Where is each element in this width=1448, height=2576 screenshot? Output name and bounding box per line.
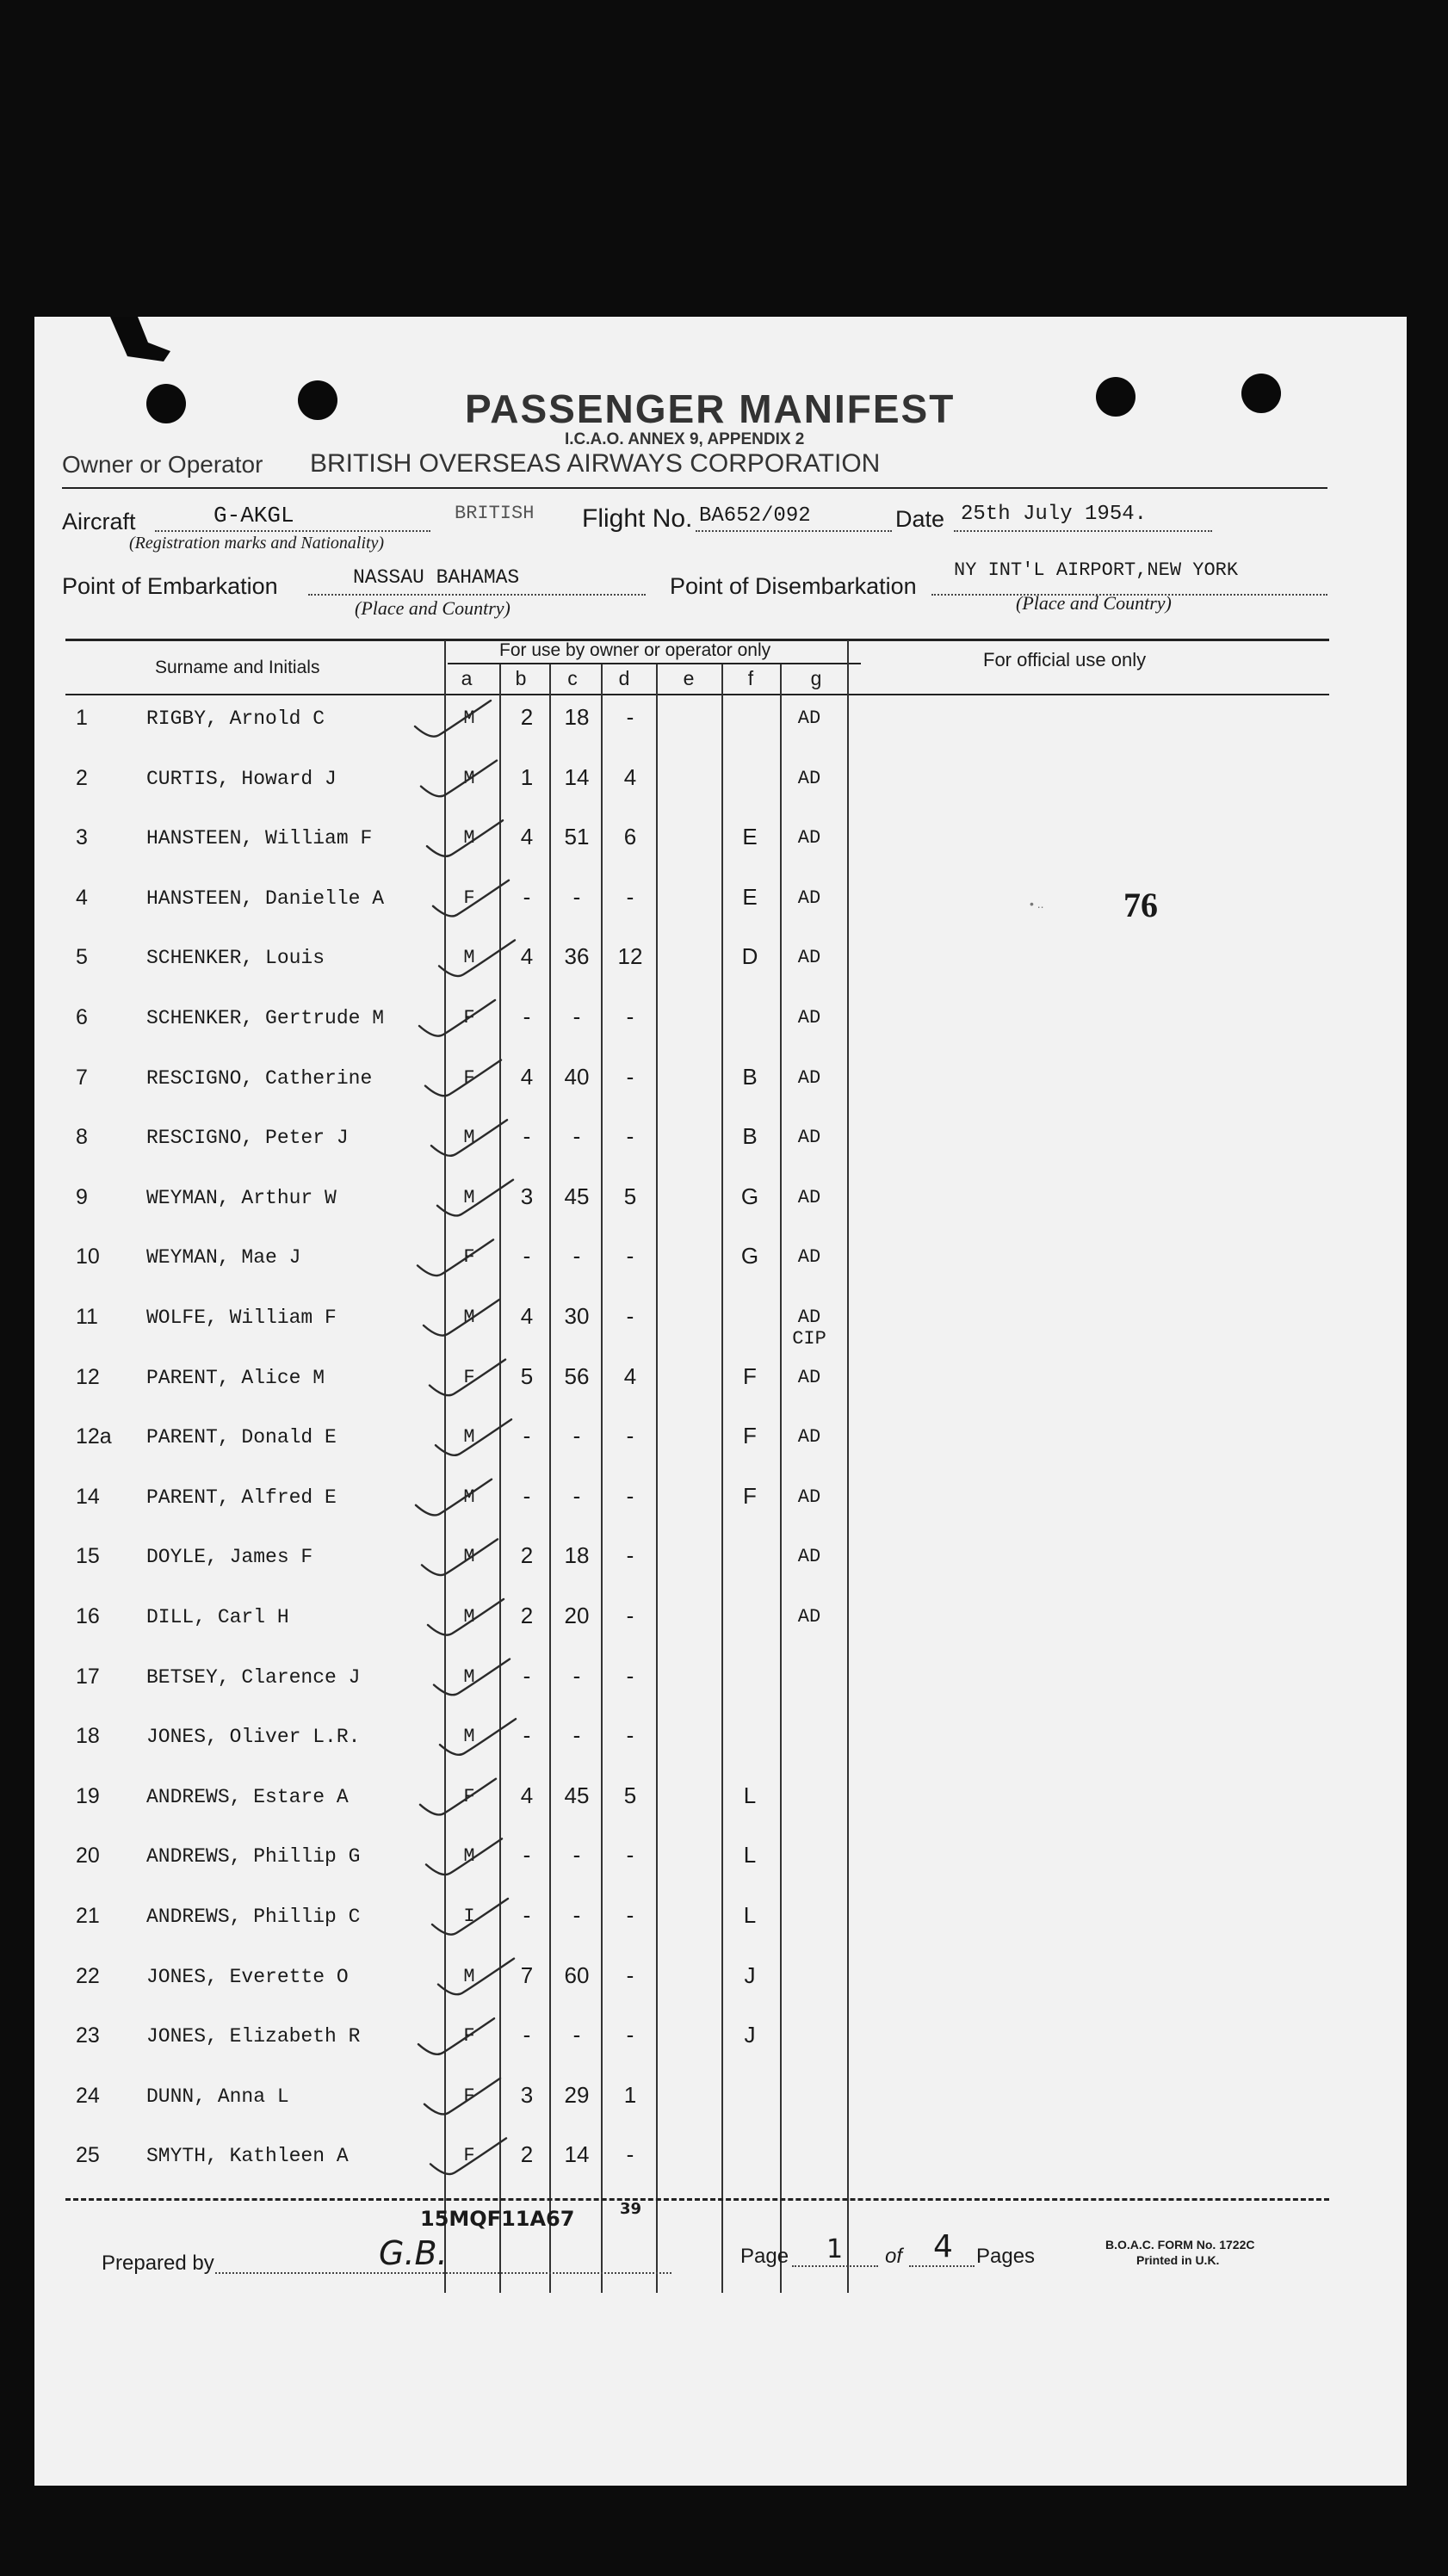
cell-f: F bbox=[743, 1362, 757, 1389]
row-number: 14 bbox=[76, 1484, 100, 1509]
manifest-page bbox=[34, 317, 1407, 2486]
cell-d: - bbox=[626, 1902, 634, 1928]
cell-f: G bbox=[740, 1183, 759, 1209]
cell-f: F bbox=[743, 1423, 757, 1449]
form-number: B.O.A.C. FORM No. 1722C bbox=[1105, 2238, 1255, 2252]
cell-d: - bbox=[626, 1662, 634, 1689]
cell-d: - bbox=[626, 1423, 634, 1449]
official-use-header: For official use only bbox=[983, 649, 1147, 670]
pages-label: Pages bbox=[976, 2245, 1036, 2268]
cell-d: 1 bbox=[623, 2081, 637, 2108]
cell-d: - bbox=[626, 2022, 634, 2048]
row-number: 12 bbox=[76, 1364, 100, 1389]
cell-a: F bbox=[463, 1785, 475, 1807]
check-mark bbox=[433, 880, 509, 917]
column-a-header: a bbox=[461, 667, 473, 689]
cell-c: - bbox=[572, 1004, 581, 1029]
manifest-title: PASSENGER MANIFEST bbox=[465, 386, 956, 431]
cell-a: F bbox=[463, 1066, 475, 1089]
check-mark bbox=[431, 1120, 507, 1156]
cell-a: M bbox=[463, 1665, 475, 1688]
row-number: 6 bbox=[76, 1005, 88, 1029]
row-number: 21 bbox=[76, 1904, 100, 1928]
cell-b: 2 bbox=[520, 1603, 534, 1628]
check-mark bbox=[437, 1180, 513, 1216]
name-column-header: Surname and Initials bbox=[155, 658, 320, 677]
cell-f: G bbox=[740, 1243, 759, 1269]
cell-a: M bbox=[463, 1426, 475, 1449]
disembark-caption: (Place and Country) bbox=[1016, 592, 1172, 614]
aircraft-value: G-AKGL bbox=[213, 503, 294, 528]
row-number: 3 bbox=[76, 825, 88, 850]
page-label: Page bbox=[740, 2245, 789, 2268]
of-label: of bbox=[885, 2245, 903, 2268]
cell-b: 2 bbox=[520, 2141, 534, 2168]
passenger-name: JONES, Oliver L.R. bbox=[146, 1726, 361, 1749]
cell-b: - bbox=[523, 1722, 531, 1749]
check-mark bbox=[428, 1599, 504, 1635]
cell-c: - bbox=[572, 1243, 581, 1269]
cell-a: M bbox=[463, 947, 475, 969]
cell-a: F bbox=[463, 1366, 475, 1388]
embark-caption: (Place and Country) bbox=[355, 597, 511, 619]
check-mark bbox=[415, 701, 491, 737]
page-dotline bbox=[792, 2265, 878, 2267]
passenger-name: PARENT, Alfred E bbox=[146, 1486, 337, 1509]
cell-f: L bbox=[743, 1842, 757, 1869]
cell-g: AD bbox=[797, 707, 821, 729]
row-number: 12a bbox=[76, 1424, 112, 1449]
cell-c: 60 bbox=[564, 1961, 590, 1988]
cell-f: E bbox=[742, 883, 758, 910]
cell-b: - bbox=[523, 1123, 531, 1150]
cell-g: AD bbox=[797, 1486, 821, 1508]
total-pages: 4 bbox=[933, 2229, 953, 2264]
printed-in: Printed in U.K. bbox=[1136, 2253, 1220, 2267]
cell-g: AD bbox=[797, 767, 821, 789]
cell-a: F bbox=[463, 2145, 475, 2167]
cell-a: F bbox=[463, 886, 475, 909]
cell-a: F bbox=[463, 2025, 475, 2048]
cell-g: AD bbox=[797, 1366, 821, 1388]
cell-g: AD bbox=[797, 947, 821, 969]
cell-a: M bbox=[463, 767, 475, 789]
column-e-header: e bbox=[683, 667, 695, 689]
cell-b: 4 bbox=[520, 824, 534, 850]
cell-d: - bbox=[626, 1063, 634, 1090]
cell-b: 3 bbox=[520, 1183, 534, 1209]
cell-g: AD bbox=[797, 1546, 821, 1568]
check-mark bbox=[419, 1000, 495, 1036]
row-number: 25 bbox=[76, 2143, 100, 2168]
passenger-name: JONES, Elizabeth R bbox=[146, 2025, 361, 2048]
cell-b: - bbox=[523, 1423, 531, 1449]
row-number: 7 bbox=[76, 1065, 88, 1090]
cell-g: AD CIP bbox=[792, 1307, 826, 1350]
aircraft-label: Aircraft bbox=[62, 509, 136, 534]
passenger-name: DUNN, Anna L bbox=[146, 2085, 289, 2108]
passenger-name: BETSEY, Clarence J bbox=[146, 1665, 361, 1689]
passenger-name: SMYTH, Kathleen A bbox=[146, 2145, 349, 2168]
flight-label: Flight No. bbox=[582, 504, 693, 533]
cell-d: - bbox=[626, 1004, 634, 1029]
cell-b: 4 bbox=[520, 1303, 534, 1329]
aircraft-caption: (Registration marks and Nationality) bbox=[129, 534, 385, 553]
cell-a: F bbox=[463, 1007, 475, 1029]
cell-g: AD bbox=[797, 1066, 821, 1089]
check-mark bbox=[416, 1480, 492, 1516]
cell-a: M bbox=[463, 827, 475, 849]
date-value: 25th July 1954. bbox=[961, 503, 1148, 526]
row-number: 4 bbox=[76, 885, 88, 910]
cell-b: 4 bbox=[520, 1782, 534, 1808]
cell-c: 40 bbox=[564, 1063, 590, 1090]
cell-d: 12 bbox=[617, 943, 643, 970]
cell-g: AD bbox=[797, 827, 821, 849]
cell-g: AD bbox=[797, 1007, 821, 1029]
cell-d: - bbox=[626, 1722, 634, 1749]
cell-a: F bbox=[463, 1246, 475, 1269]
cell-f: J bbox=[744, 1961, 756, 1988]
cell-b: - bbox=[523, 2022, 531, 2048]
cell-a: M bbox=[463, 1486, 475, 1508]
passenger-name: ANDREWS, Estare A bbox=[146, 1785, 349, 1808]
owner-value: BRITISH OVERSEAS AIRWAYS CORPORATION bbox=[310, 449, 881, 478]
check-mark bbox=[422, 1539, 498, 1575]
passenger-name: RESCIGNO, Catherine bbox=[146, 1066, 373, 1090]
passenger-name: DILL, Carl H bbox=[146, 1606, 289, 1628]
column-d-header: d bbox=[618, 667, 630, 689]
passenger-name: HANSTEEN, William F bbox=[146, 827, 373, 850]
check-marks bbox=[34, 317, 1407, 2486]
check-mark bbox=[440, 1719, 516, 1755]
cell-c: 14 bbox=[564, 763, 590, 790]
check-mark bbox=[439, 940, 515, 976]
cell-d: - bbox=[626, 1123, 634, 1150]
cell-g: AD bbox=[797, 886, 821, 909]
row-number: 11 bbox=[76, 1305, 98, 1329]
check-mark bbox=[421, 761, 497, 797]
check-mark bbox=[418, 1239, 493, 1276]
cell-c: - bbox=[572, 1423, 581, 1449]
cell-c: - bbox=[572, 883, 581, 910]
cell-b: 7 bbox=[520, 1961, 534, 1988]
row-number: 18 bbox=[76, 1724, 100, 1749]
cell-c: - bbox=[572, 1902, 581, 1928]
cell-g: AD bbox=[797, 1127, 821, 1149]
flight-value: BA652/092 bbox=[699, 504, 811, 528]
official-mark-dots: • .. bbox=[1030, 897, 1044, 911]
prepared-by-label: Prepared by bbox=[102, 2252, 214, 2275]
cell-a: M bbox=[463, 1965, 475, 1987]
handwritten-code: 15MQF11A67 bbox=[420, 2207, 575, 2231]
page-number: 1 bbox=[826, 2234, 844, 2264]
date-label: Date bbox=[895, 506, 945, 532]
passenger-name: CURTIS, Howard J bbox=[146, 767, 337, 790]
table-bottom-rule bbox=[65, 2198, 1329, 2201]
row-number: 24 bbox=[76, 2083, 100, 2108]
passenger-name: JONES, Everette O bbox=[146, 1965, 349, 1988]
cell-g: AD bbox=[797, 1186, 821, 1208]
cell-c: - bbox=[572, 1722, 581, 1749]
cell-g: AD bbox=[797, 1246, 821, 1269]
passenger-name: DOYLE, James F bbox=[146, 1546, 313, 1569]
cell-c: - bbox=[572, 1482, 581, 1509]
cell-c: 20 bbox=[564, 1603, 590, 1628]
cell-f: B bbox=[742, 1123, 758, 1150]
passenger-name: WEYMAN, Mae J bbox=[146, 1246, 301, 1269]
disembark-label: Point of Disembarkation bbox=[670, 573, 917, 599]
passenger-name: ANDREWS, Phillip C bbox=[146, 1906, 361, 1928]
cell-b: 5 bbox=[520, 1362, 534, 1389]
cell-b: - bbox=[523, 1902, 531, 1928]
check-mark bbox=[424, 2079, 500, 2115]
row-number: 23 bbox=[76, 2023, 100, 2048]
check-mark bbox=[424, 1300, 499, 1336]
of-dotline bbox=[909, 2265, 975, 2267]
cell-f: L bbox=[743, 1782, 757, 1808]
cell-c: 14 bbox=[564, 2141, 590, 2168]
cell-c: 45 bbox=[564, 1782, 590, 1808]
cell-f: F bbox=[743, 1482, 757, 1509]
check-mark bbox=[427, 820, 503, 856]
cell-f: J bbox=[744, 2022, 756, 2048]
passenger-name: WEYMAN, Arthur W bbox=[146, 1186, 337, 1209]
cell-d: - bbox=[626, 1243, 634, 1269]
cell-f: L bbox=[743, 1902, 757, 1928]
row-number: 15 bbox=[76, 1544, 100, 1569]
manifest-subtitle: I.C.A.O. ANNEX 9, APPENDIX 2 bbox=[565, 430, 805, 448]
cell-d: - bbox=[626, 883, 634, 910]
check-mark bbox=[434, 1659, 510, 1696]
nationality-value: BRITISH bbox=[455, 503, 535, 524]
passenger-name: PARENT, Donald E bbox=[146, 1426, 337, 1449]
cell-c: 56 bbox=[564, 1362, 590, 1389]
cell-a: M bbox=[463, 1186, 475, 1208]
column-g-header: g bbox=[810, 667, 822, 689]
cell-b: - bbox=[523, 883, 531, 910]
official-note: 76 bbox=[1123, 886, 1158, 924]
cell-d: 4 bbox=[623, 763, 637, 790]
cell-a: M bbox=[463, 1546, 475, 1568]
cell-b: 4 bbox=[520, 943, 534, 970]
cell-b: - bbox=[523, 1004, 531, 1029]
passenger-name: SCHENKER, Louis bbox=[146, 947, 325, 970]
passenger-name: RIGBY, Arnold C bbox=[146, 707, 325, 730]
row-number: 17 bbox=[76, 1664, 100, 1689]
column-f-header: f bbox=[747, 667, 754, 689]
cell-b: - bbox=[523, 1662, 531, 1689]
cell-b: 1 bbox=[520, 763, 534, 790]
column-b-header: b bbox=[515, 667, 527, 689]
cell-g: AD bbox=[797, 1606, 821, 1628]
cell-b: - bbox=[523, 1482, 531, 1509]
check-mark bbox=[430, 1360, 505, 1396]
cell-c: 30 bbox=[564, 1303, 590, 1329]
embark-label: Point of Embarkation bbox=[62, 573, 278, 599]
cell-a: M bbox=[463, 1127, 475, 1149]
check-mark bbox=[430, 2138, 506, 2174]
cell-a: F bbox=[463, 2085, 475, 2107]
check-mark bbox=[420, 1779, 496, 1815]
cell-d: 6 bbox=[623, 824, 637, 850]
cell-d: 4 bbox=[623, 1362, 637, 1389]
cell-c: 18 bbox=[564, 704, 590, 730]
embark-value: NASSAU BAHAMAS bbox=[353, 566, 520, 589]
handwritten-number: 39 bbox=[620, 2200, 642, 2218]
cell-d: 5 bbox=[623, 1183, 637, 1209]
cell-d: - bbox=[626, 1482, 634, 1509]
row-number: 9 bbox=[76, 1184, 88, 1209]
check-mark bbox=[418, 2018, 494, 2054]
prepared-by-signature: G.B. bbox=[379, 2234, 448, 2272]
row-number: 19 bbox=[76, 1783, 100, 1808]
check-mark bbox=[432, 1899, 508, 1935]
row-number: 5 bbox=[76, 945, 88, 970]
cell-d: - bbox=[626, 1603, 634, 1628]
operator-group-header: For use by owner or operator only bbox=[499, 640, 771, 660]
prepared-by-dotline bbox=[215, 2272, 671, 2274]
cell-b: - bbox=[523, 1842, 531, 1869]
passenger-name: HANSTEEN, Danielle A bbox=[146, 886, 385, 910]
row-number: 10 bbox=[76, 1245, 100, 1269]
row-number: 22 bbox=[76, 1963, 100, 1988]
cell-d: - bbox=[626, 2141, 634, 2168]
cell-g: AD bbox=[797, 1426, 821, 1449]
cell-a: M bbox=[463, 707, 475, 729]
cell-d: - bbox=[626, 1303, 634, 1329]
row-number: 8 bbox=[76, 1125, 88, 1150]
cell-c: 36 bbox=[564, 943, 590, 970]
cell-a: M bbox=[463, 1307, 475, 1328]
cell-d: - bbox=[626, 1961, 634, 1988]
column-c-header: c bbox=[567, 667, 578, 689]
cell-a: M bbox=[463, 1845, 475, 1868]
check-mark bbox=[426, 1838, 502, 1875]
check-mark bbox=[425, 1060, 501, 1096]
cell-d: - bbox=[626, 704, 634, 730]
check-mark bbox=[438, 1959, 514, 1995]
row-number: 20 bbox=[76, 1844, 100, 1869]
cell-c: - bbox=[572, 1662, 581, 1689]
cell-c: - bbox=[572, 2022, 581, 2048]
cell-c: 45 bbox=[564, 1183, 590, 1209]
passenger-name: RESCIGNO, Peter J bbox=[146, 1127, 349, 1150]
passenger-name: WOLFE, William F bbox=[146, 1307, 337, 1329]
owner-label: Owner or Operator bbox=[62, 451, 263, 478]
row-number: 2 bbox=[76, 765, 88, 790]
cell-d: - bbox=[626, 1542, 634, 1569]
cell-f: B bbox=[742, 1063, 758, 1090]
passenger-name: PARENT, Alice M bbox=[146, 1366, 325, 1389]
cell-f: D bbox=[741, 943, 758, 970]
cell-b: 3 bbox=[520, 2081, 534, 2108]
cell-b: 2 bbox=[520, 704, 534, 730]
cell-a: M bbox=[463, 1726, 475, 1748]
cell-b: - bbox=[523, 1243, 531, 1269]
cell-b: 2 bbox=[520, 1542, 534, 1569]
cell-a: I bbox=[463, 1906, 475, 1927]
cell-c: 29 bbox=[564, 2081, 590, 2108]
cell-c: 51 bbox=[564, 824, 590, 850]
cell-b: 4 bbox=[520, 1063, 534, 1090]
cell-d: 5 bbox=[623, 1782, 637, 1808]
cell-c: - bbox=[572, 1842, 581, 1869]
cell-a: M bbox=[463, 1606, 475, 1628]
row-number: 16 bbox=[76, 1604, 100, 1628]
cell-c: 18 bbox=[564, 1542, 590, 1569]
passenger-name: ANDREWS, Phillip G bbox=[146, 1845, 361, 1869]
cell-d: - bbox=[626, 1842, 634, 1869]
passenger-name: SCHENKER, Gertrude M bbox=[146, 1007, 385, 1029]
row-number: 1 bbox=[76, 706, 88, 730]
cell-c: - bbox=[572, 1123, 581, 1150]
check-mark bbox=[436, 1419, 511, 1455]
cell-f: E bbox=[742, 824, 758, 850]
disembark-value: NY INT'L AIRPORT,NEW YORK bbox=[954, 559, 1239, 581]
